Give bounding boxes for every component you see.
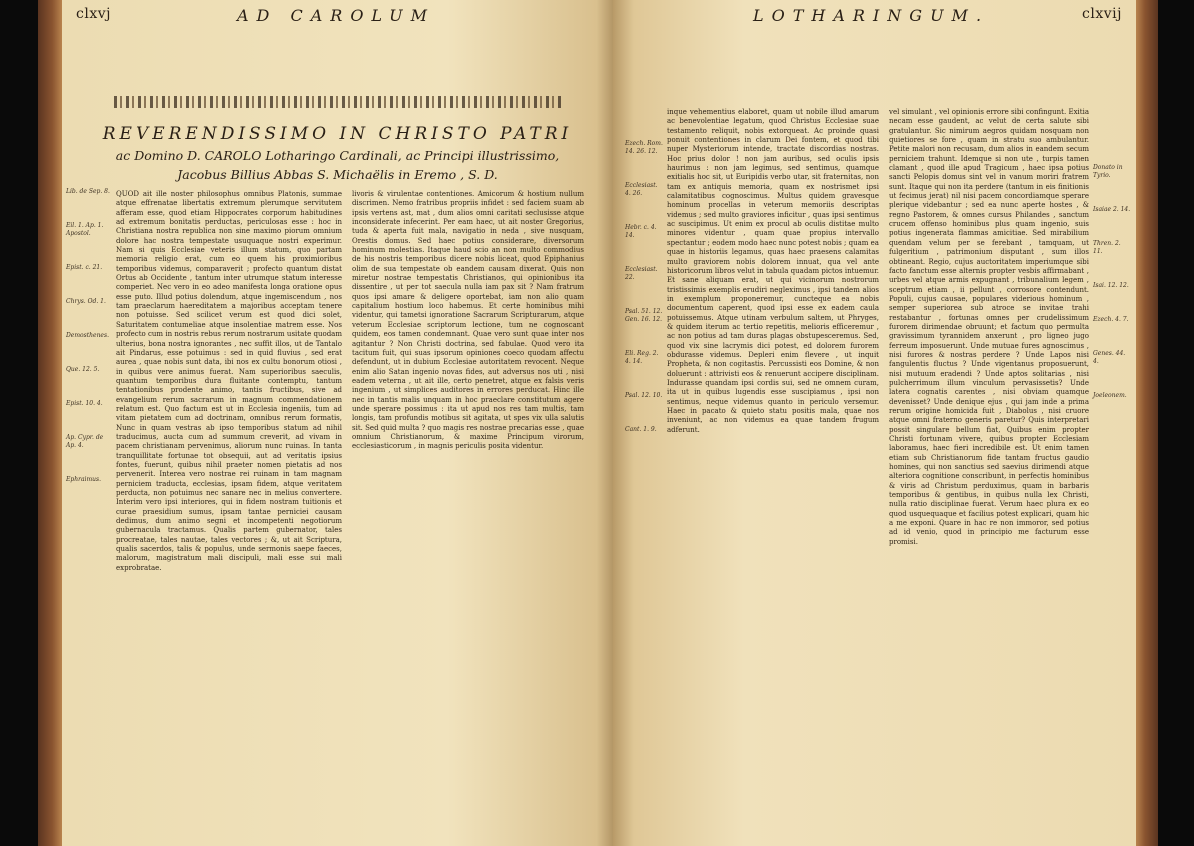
margin-note: Chrys. Od. 1. bbox=[66, 298, 106, 305]
margin-note: Epist. c. 21. bbox=[66, 264, 103, 271]
margin-note: Eil. 1. Ap. 1. Apostol. bbox=[66, 222, 104, 237]
left-page bbox=[62, 0, 613, 846]
dedication-author-line: Jacobus Billius Abbas S. Michaëlis in Eremo , S. D. bbox=[177, 167, 498, 182]
right-text-column-2 bbox=[889, 108, 1089, 832]
margin-note: Epist. 10. 4. bbox=[66, 400, 103, 407]
margin-note: Eli. Reg. 2. 4. 14. bbox=[625, 350, 659, 365]
right-outer-margin-notes bbox=[1093, 164, 1131, 426]
left-margin-notes bbox=[66, 188, 114, 510]
margin-note: Psal. 12. 10. bbox=[625, 392, 663, 399]
left-text-column-1 bbox=[116, 190, 342, 832]
left-running-head: AD CAROLUM bbox=[237, 6, 436, 25]
right-running-head: LOTHARINGUM. bbox=[753, 6, 990, 25]
decorative-ornament-band bbox=[114, 96, 561, 108]
margin-note: Donato in Tyrio. bbox=[1093, 164, 1123, 179]
margin-note: Lib. de Sep. 8. bbox=[66, 188, 110, 195]
book-cover-left-edge bbox=[38, 0, 62, 846]
margin-note: Joeleonem. bbox=[1093, 392, 1127, 399]
margin-note: Psal. 51. 12. Gen. 16. 12. bbox=[625, 308, 663, 323]
margin-note: Cant. 1. 9. bbox=[625, 426, 657, 433]
margin-note: Que. 12. 5. bbox=[66, 366, 100, 373]
margin-note: Ezech. Rom. 14. 26. 12. bbox=[625, 140, 663, 155]
left-page-number: clxvj bbox=[76, 6, 111, 22]
margin-note: Isai. 12. 12. bbox=[1093, 282, 1129, 289]
paragraph: livoris & virulentae contentiones. Amicorum & hostium nullum discrimen. Nemo fratribus propriis infidet : sed faciem suam ab ipsis vertens ast, mat , dum alios omni caritati seclusisse atque inconsiderate infecerint. Per eam haec, ut ait noster Gregorius, tuda & aperta fuit mala, navigatio in neda , sive nusquam, Orestis domus. Sed haec potius considerare, diversorum hominum molestias. Itaque haud scio an non multo commodius de his nostris temporibus dicere nobis liceat, quod Epiphanius olim de sua tempestate ob eandem causam dixerat. Quis non miretur nostrae tempestatis Christianos, qui opinionibus ita dissentire , ut per tot saecula nulla iam pax sit ? Nam fratrum quos ipsi amare & deligere oportebat, iam non alio quam capitalium hostium loco habemus. Et certe hominibus mihi videntur, qui tametsi ignoratione Sacrarum Scripturarum, atque veterum Ecclesiae scriptorum lectione, tum ne cognoscant quidem, eos tamen condemnant. Quae vero sunt quae inter nos agitantur ? Non Christi doctrina, sed fabulae. Quod vero ita tacitum fuit, qui suas ipsorum opiniones coeco quodam affectu defendunt, ut in dubium Ecclesiae autoritatem revocent. Neque enim alio Satan ingenio novas fides, aut adversus nos uti , nisi eadem veterna , ut ait ille, certo penetret, atque ex falsis veris ingenium , ut simplices auditores in errores perducat. Hinc ille nec in tantis malis unquam in hoc praeclare constitutum agere unde sperare possimus : ita ut apud nos res tam multis, tam longis, tam profundis motibus sit agitata, ut spes vix ulla salutis sit. Sed quid multa ? quo magis res nostrae precarias esse , quae omnium Christianorum, & maxime Principum virorum, ecclesiasticorum , in magnis periculis posita videntur. bbox=[352, 190, 584, 451]
paragraph: QUOD ait ille noster philosophus omnibus Platonis, summae atque effrenatae libertatis extremum plerumque servitutem afferam esse, quod etiam Hippocrates corporum habitudines ad extremum bonitatis perductas, periculosas esse : hoc in Christiana nostra republica non sine maximo piorum omnium dolore hac nostra tempestate usuquaque nostri experimur. Nam si quis Ecclesiae veteris illum statum, quo partam memoria religio erat, cum eo quem his proximioribus temporibus videmus, comparaverit ; profecto quantum distat Ortus ab Occidente , tantum inter utrumque statum interesse comperiet. Nec vero in eo adeo manifesta longa oratione opus esse puto. Illud potius dolendum, atque ingemiscendum , nos tam praeclarum haereditatem a majoribus acceptam tenere non potuisse. Sed scilicet verum est quod dici solet, Saturitatem contumeliae atque insolentiae matrem esse. Nos profecto cum in nostris rebus rerum nostrarum usitate quodam ulterius, bona nostra ignorantes , nec suffit illos, ut de Tantalo ait Pindarus, esse potuimus : sed in quid fluvius , sed erat aurea , quae nobis sunt data, ibi nos ex cultu bonorum otiosi , in quibus vere animus fuerat. Nam superioribus saeculis, quantum temporibus dura fluitante contemptu, tantum tentationibus prodente animo, tantis fructibus, sive ad evangelium rerum sacrarum in magnum commendationem relatum est. Quo factum est ut in Ecclesia ingeniis, tum ad vitam pietatem cum ad doctrinam, omnibus rerum formatis, Nunc in quam vestras ab ipso temporibus statum ad nihil traducimus, aucta cum ad summum creverit, ad vivam in pacem christianam pervenimus, aliorum nunc ruinas. In tanta tranquillitate fortunae tot obsequii, aut ad veritatis ipsius fontes, fuerunt, quibus nihil praeter nomen pietatis ad nos pervenerit. Interea vero nostrae rei ruinam in tam magnam perniciem traducta, ecclesias, ipsam fidem, atque veritatem perducta, non potuimus nec sanare nec in melius convertere. Interim vero ipsi interiores, qui in fidem nostram tuitionis et curae praesidium sumus, ipsam tantae perniciei causam dedimus, dum animo segni et incompetenti negotiorum gubernacula tractamus. Qualis partem gubernator, tales procreatae, tales nautae, tales vectores ; &, ut ait Scriptura, qualis sacerdos, talis & populus, unde sermonis saepe faeces, malorum, magistratum mali discipuli, mali esse sui mali exprobratae. bbox=[116, 190, 342, 572]
margin-note: Ap. Cypr. de Ap. 4. bbox=[66, 434, 104, 449]
right-inner-margin-notes bbox=[625, 140, 665, 460]
paragraph: vel simulant , vel opinionis errore sibi confingunt. Exitia necam esse gaudent, ac velut de certa salute sibi gratulantur. Sic nimirum aegros quidam nosquam non quietiores se fore , quam in stratu suo ambulantur. Petite malori non recusam, dum alios in eandem secum perniciem trahunt. Idemque si non ute , turpis tamen clamant , quod ille apud Tragicum , haec ipsa potius sancti Pelopis domus sint vel in vanum moriri fratrem sunt. Itaque qui non ita perdere (tantum in eis finitionis ut fecimus jerat) nil nisi pacem concordiamque sperare plerique videbantur ; sed ea nunc aperte hostes , & regno Pastorem, & omnes cursus Philandes , sanctum crucem offenso hominibus plus quam ingenio, suis potius ingenerata flammas amicitiae. Sed mirabilium quendam velum per se ferebant , tamquam, ut fulgeritium , patrimonium disputant , sum illos obtineant. Regio, cujus auctoritatem imperiumque sibi facto fanctum esse alternis propter vesbis affirmabant , urbes vel atque armis expugnant , tribunalium legem , sceptrum etiam , ii pellunt , corrosore contendunt. Populi, cujus causae, populares viderious hominum , semper superiorea sub atroce se invitae trahi restabantur , fortunas omnes per crudelissimum furorem dirimendae obruunt; et factum quo permulta gravissimum tyrannidem anxerunt , pro ligneo jugo ferreum imposuerunt. Unde mutuae fures agnoscimus , nisi furores & nostras perdere ? Unde Lapos nisi fangulentis fluctus ? Unde vigentanus proposuerunt, nisi mutuum eradendi ? Unde aptos solitarias , nisi pulcherrimum illum vinculum pervasissetis? Unde latera cognatis carentes , nisi obviam quamque devenisset? Unde denique ejus , qui jam inde a prima rerum origine homicida fuit , Diabolus , nisi cruore atque omni fraterno generis paretur? Quis interpretari possit singulare bellum fiat, Quibus enim propter Christi fortunam vivere, quibus propter Ecclesiam laboramus, haec fieri incredibile est. Ut enim tamen etiam sub Christianorum fide tantam fructus gaudio homines, qui non sanctius sed saevius dirimendi atque alteriora cognitione conscribunt, in perfectis hominibus & viris ad Christum perduximus, quam in barbaris temporibus & gentibus, in quibus nulla lex Christi, nulla ratio disciplinae fuerat. Verum haec plura ex eo quod usquequaque et facilius potest explicari, quam hic a me exponi. Quare in hac re non immoror, sed potius ad id venio, quod in principio me facturum esse promisi. bbox=[889, 108, 1089, 546]
dedication-title: REVERENDISSIMO IN CHRISTO PATRI bbox=[102, 124, 573, 144]
paragraph: inque vehementius elaboret, quam ut nobile illud amarum ac benevolentiae legatum, quod Christus Ecclesiae suae testamento reliquit, nobis extorqueat. Ac proinde quasi ponuit contentiones in clarum Dei fontem, et quod tibi nuper Mysteriorum intende, tractate discordias nostras. Hoc prius dolor ! non jam auribus, sed oculis ipsis haurimus : non jam legimus, sed sentimus, quamque exitialis hoc sit, ut Euripidis verbo utar, sit fraternitas, non tam ex antiquis memoria, quam ex nostrismet ipsi calamitatibus cognoscimus. Multus quidem gravesque hominum procellas in veterum memoriis descriptas videmus ; sed multo graviores inficitur , quas ipsi sentimus ac suscipimus. Ut enim ex procul ab oculis distitae multo minores videntur , quam quae propius intervallo spectantur ; eodem modo haec nunc potest nobis ; quam ea quae in historiis legamus, quas haec praesens calamitas multo graviorem nobis dolorem innuat, qua vel ante historicorum libros velut in tabula quadam pictos intuemur. Et sane aliquam erat, ut qui vicinorum nostrorum tristissimis exemplis erudiri negleximus , ipsi tandem alios in exemplum proponeremur, cuncteque ea nobis documentum caperent, quod ipsi esse ex eadem caula potuissemus. Atque utinam verbulum saltem, ut Phryges, & quidem iterum ac tertio repetitis, melioris efficeremur , ac non potius ad tam duras plagas obstupesceremus. Sed, quod vix sine lacrymis dici potest, ed dolorem furorem obdurasse videmus. Depleri enim flevere , ut inquit Propheta, & non cogitastis. Percussisti eos Domine, & non doluerunt : attrivisti eos & renuerunt accipere disciplinam. Indurasse quandam ipsi cordis sui, sed ne omnem curam, ita ut in quibus lugendis esse suscipiamus , ipsi non sentimus, neque videmus quanto in periculo versemur. Haec in pacato & quieto statu positis mala, quae nos inveniunt, ac non videmus ea quae tandem frugum adferunt. bbox=[667, 108, 879, 434]
margin-note: Ecclesiast. 22. bbox=[625, 266, 658, 281]
margin-note: Demosthenes. bbox=[66, 332, 109, 339]
left-text-column-2 bbox=[352, 190, 584, 832]
margin-note: Hebr. c. 4. 14. bbox=[625, 224, 657, 239]
book-cover-right-edge bbox=[1136, 0, 1158, 846]
margin-note: Genes. 44. 4. bbox=[1093, 350, 1126, 365]
margin-note: Ephraimus. bbox=[66, 476, 101, 483]
right-page-number: clxvij bbox=[1082, 6, 1122, 22]
margin-note: Thren. 2. 11. bbox=[1093, 240, 1121, 255]
margin-note: Ecclesiast. 4. 26. bbox=[625, 182, 658, 197]
right-text-column-1 bbox=[667, 108, 879, 832]
margin-note: Isaiae 2. 14. bbox=[1093, 206, 1131, 213]
dedication-subtitle: ac Domino D. CAROLO Lotharingo Cardinali, ac Principi illustrissimo, bbox=[115, 148, 560, 163]
margin-note: Ezech. 4. 7. bbox=[1093, 316, 1129, 323]
open-book bbox=[38, 0, 1158, 846]
right-page bbox=[613, 0, 1136, 846]
